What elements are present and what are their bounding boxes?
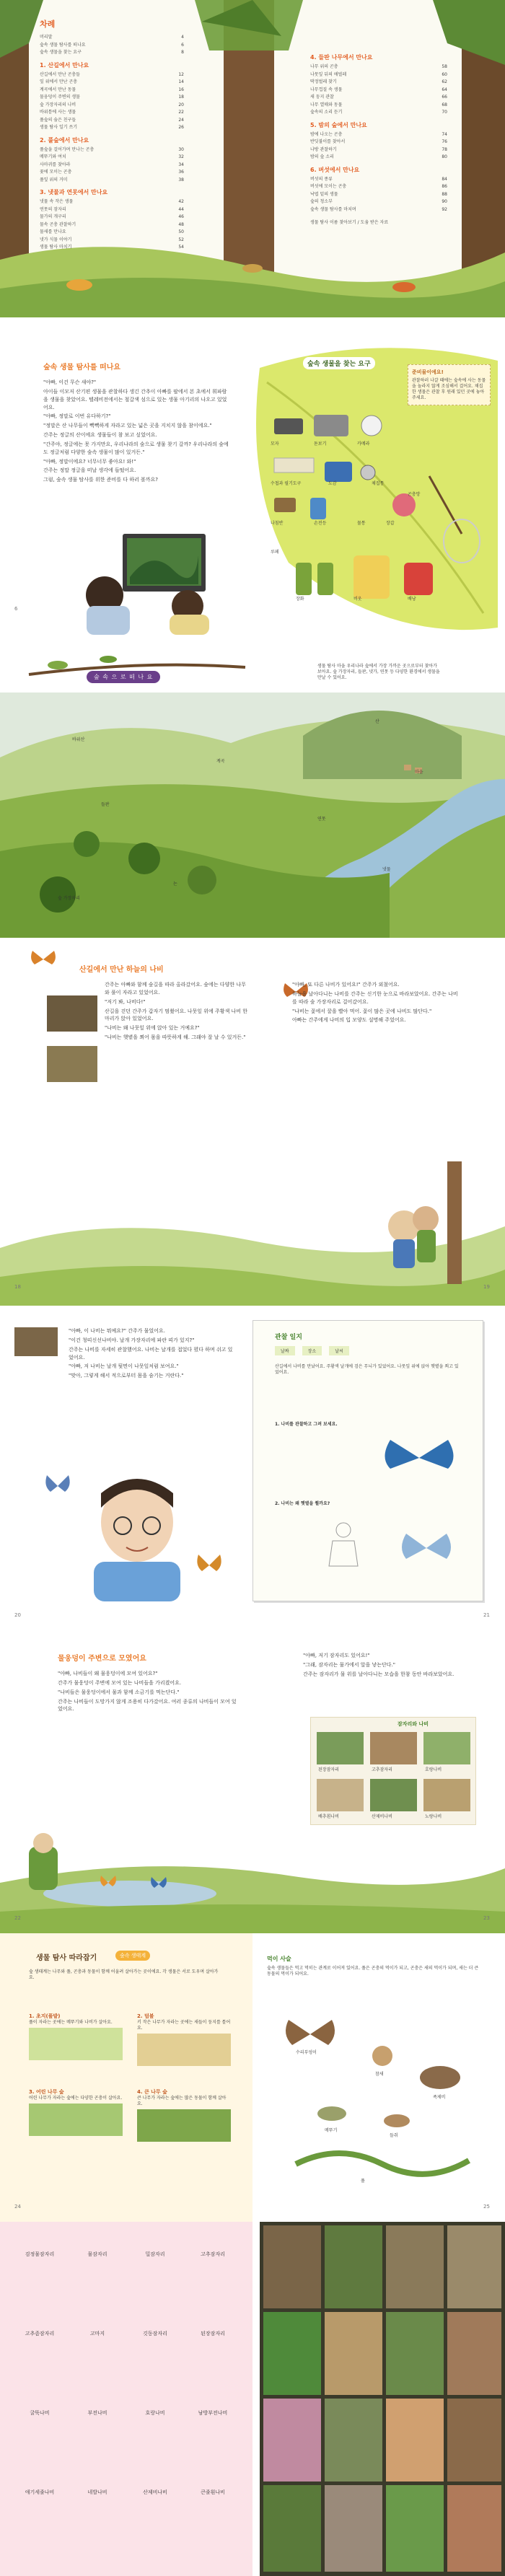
gear-label: 루페 [271, 550, 279, 555]
gear-label: 장화 [296, 597, 304, 602]
forest-path-illustration [0, 1140, 505, 1306]
paragraph: "아빠, 정말로 이번 유다하기?" [43, 413, 111, 420]
paragraph: "맞아, 그렇게 해서 적으로부터 몸을 숨기는 거란다." [69, 1373, 184, 1379]
photo-label: 된장잠자리 [318, 1767, 339, 1772]
landscape-spread [0, 649, 505, 938]
toc-row[interactable]: 나무껍질 속 생물 64 [310, 87, 447, 92]
species-name[interactable]: 호랑나비 [145, 2410, 165, 2416]
species-name[interactable]: 검정물잠자리 [25, 2251, 55, 2257]
map-label: 산 [375, 719, 379, 724]
page-number: 19 [483, 1284, 490, 1290]
paragraph: 간주가 물웅덩이 주변에 모여 있는 나비들을 가리켰어요. [58, 1679, 182, 1686]
toc-row[interactable]: 풀숲의 숨은 친구들 24 [40, 117, 184, 123]
photo-panel [310, 1717, 476, 1825]
checklist-title: 준비물이에요! [412, 369, 444, 375]
photo-label: 노랑나비 [425, 1814, 442, 1819]
toc-row[interactable]: 딱정벌레 찾기 62 [310, 79, 447, 84]
butterfly-sketch [376, 1436, 462, 1480]
step-text: 어린 나무가 자라는 숲에는 다양한 곤충이 살아요. [29, 2096, 123, 2101]
story-title: 물웅덩이 주변으로 모였어요 [58, 1655, 146, 1663]
gear-label: 나침반 [271, 521, 284, 526]
butterfly-icon [29, 949, 58, 970]
page-number: 22 [14, 1915, 21, 1921]
species-photo [447, 2225, 501, 2308]
toc-row[interactable]: 머리말 4 [40, 35, 184, 40]
photo-thumb [423, 1732, 470, 1764]
section-intro: 숲 생태계는 나무와 풀, 곤충과 동물이 함께 어울려 살아가는 곳이에요. 각 생물은 서로 도우며 살아가요. [29, 1969, 219, 1981]
species-name[interactable]: 고추잠자리 [201, 2251, 225, 2257]
toc-row[interactable]: 냇가 식물 이야기 52 [40, 237, 184, 242]
species-index [0, 2222, 505, 2576]
species-photo [263, 2225, 321, 2308]
ecosystem-spread [0, 1933, 505, 2222]
species-photo [386, 2312, 444, 2395]
paragraph: "나비는 햇볕을 쬐어 몸을 따뜻하게 해. 그래야 잘 날 수 있거든." [105, 1034, 246, 1041]
gear-label: 물통 [357, 521, 366, 526]
gear-label: 카메라 [357, 441, 370, 447]
page-expedition-intro [0, 317, 505, 649]
story-text [43, 379, 231, 485]
toc-row[interactable]: 생물 탐사 마치기 54 [40, 245, 184, 250]
page-title: 숲속 생물 탐사를 떠나요 [43, 364, 121, 372]
habitat-step [29, 2088, 123, 2136]
paragraph: 간주는 아빠와 함께 숲길을 따라 올라갔어요. 숲에는 다양한 나무와 풀이 자라고 있었어요. [105, 982, 246, 995]
species-photo [263, 2399, 321, 2482]
food-chain-text: 숲속 생물들은 먹고 먹히는 관계로 이어져 있어요. 풀은 곤충의 먹이가 되고, 곤충은 새의 먹이가 되며, 새는 더 큰 동물의 먹이가 되어요. [267, 1966, 479, 1977]
toc-row[interactable]: 새 둥지 관찰 66 [310, 94, 447, 100]
photo-grid [260, 2222, 505, 2576]
puddle-illustration [0, 1832, 505, 1933]
map-label: 냇물 [382, 867, 391, 872]
step-text: 키 작은 나무가 자라는 곳에는 새들이 둥지를 틀어요. [137, 2020, 231, 2031]
paragraph: "아빠, 이 나비는 뭐예요?" 간주가 물었어요. [69, 1328, 165, 1334]
toc-row[interactable]: 사마귀를 찾아라 34 [40, 162, 184, 167]
species-name[interactable]: 굴뚝나비 [30, 2410, 50, 2416]
boy-portrait-illustration [43, 1457, 231, 1601]
toc-row[interactable]: 숲속 생물 탐사를 떠나요 6 [40, 42, 184, 48]
landscape-illustration [0, 693, 505, 938]
left-story-text [58, 1670, 238, 1715]
photo-thumb [317, 1732, 364, 1764]
toc-row[interactable]: 숲 가장자리의 나비 20 [40, 102, 184, 107]
gear-label: 손전등 [314, 521, 327, 526]
observation-notebook [252, 1320, 483, 1601]
species-name[interactable]: 남방부전나비 [198, 2410, 228, 2416]
observation-spread [0, 1306, 505, 1630]
paragraph: "아빠, 나비들이 왜 물웅덩이에 모여 있어요?" [58, 1671, 158, 1676]
gear-label: 돋보기 [314, 441, 327, 447]
right-story-text [303, 1652, 476, 1680]
species-photo [386, 2485, 444, 2572]
photo-label: 배추흰나비 [318, 1814, 339, 1819]
toc-sec3-list [40, 198, 184, 252]
paragraph: 간주는 정말 정글을 떠날 생각에 들떴어요. [43, 467, 136, 474]
toc-row[interactable]: 메뚜기와 여치 32 [40, 154, 184, 159]
toc-row[interactable]: 바위틈에 사는 생물 22 [40, 110, 184, 115]
habitat-step [29, 2013, 123, 2060]
right-story-text [292, 981, 458, 1026]
toc-row[interactable]: 낙엽 밑의 생물 88 [310, 191, 447, 197]
toc-right-column [310, 49, 447, 227]
photo-label: 호랑나비 [425, 1767, 442, 1772]
notebook-question: 2. 나비는 왜 햇볕을 쬘까요? [275, 1501, 330, 1506]
page-number: 18 [14, 1284, 21, 1290]
section-tag: 숲속 생태계 [115, 1951, 150, 1961]
paragraph: "나비들은 물웅덩이에서 물과 함께 소금기를 먹는단다." [58, 1689, 180, 1695]
habitat-step [137, 2088, 231, 2142]
notebook-text: 산길에서 나비를 만났어요. 주황색 날개에 검은 무늬가 있었어요. 나뭇잎 위에 앉아 햇볕을 쬐고 있었어요. [275, 1364, 459, 1376]
species-name[interactable]: 산제비나비 [143, 2489, 167, 2495]
toc-sec1-list [40, 71, 184, 132]
paragraph: "아빠, 정말이에요? 너무너무 좋아요! 와!" [43, 458, 136, 465]
field-date[interactable]: 날짜 [275, 1346, 295, 1355]
toc-row[interactable]: 숲의 청소부 90 [310, 199, 447, 204]
toc-row[interactable]: 잎 위에서 만난 곤충 14 [40, 79, 184, 84]
paragraph: 간주는 나비들이 도망가지 않게 조용히 다가갔어요. 여러 종류의 나비들이 모여 있었어요. [58, 1698, 237, 1713]
paragraph: "나비는 왜 나뭇잎 위에 앉아 있는 거예요?" [105, 1025, 200, 1032]
paragraph: 아빠는 간주에게 나비의 입 모양도 설명해 주었어요. [292, 1017, 406, 1024]
toc-row[interactable]: 나뭇잎 뒤의 애벌레 60 [310, 71, 447, 77]
step-text: 풀이 자라는 곳에는 메뚜기와 나비가 살아요. [29, 2020, 113, 2025]
toc-row[interactable]: 물가의 개구리 46 [40, 214, 184, 219]
page-number: 21 [483, 1612, 490, 1618]
gear-label: 도감 [328, 481, 337, 486]
paragraph: "그래, 잠자리는 물가에서 알을 낳는단다." [303, 1661, 395, 1668]
photo-thumb [317, 1779, 364, 1811]
page-number: 6 [14, 606, 18, 612]
section-badge: 숲 속 으 로 떠 나 요 [87, 671, 160, 683]
map-label: 연못 [317, 817, 326, 822]
paragraph: "이건 청띠신선나비야. 날개 가장자리에 파란 띠가 있지?" [69, 1337, 195, 1343]
map-label: 논 [173, 882, 177, 887]
gear-label: 비옷 [354, 597, 362, 602]
step-label: 3. 어린 나무 숲 [29, 2089, 64, 2095]
left-page [0, 1933, 252, 2222]
gear-label: 수첩과 필기도구 [271, 481, 302, 486]
map-label: 바위산 [72, 737, 85, 742]
left-story-text [69, 1327, 234, 1381]
page-number: 20 [14, 1612, 21, 1618]
page-number: 23 [483, 1915, 490, 1921]
body-outline-sketch [318, 1519, 369, 1584]
species-name[interactable]: 큰줄흰나비 [201, 2489, 225, 2495]
species-photo [263, 2312, 321, 2395]
step-label: 4. 큰 나무 숲 [137, 2089, 167, 2095]
species-photo [263, 2485, 321, 2572]
toc-row[interactable]: 버섯에 모이는 곤충 86 [310, 184, 447, 189]
photo-label: 고추잠자리 [372, 1767, 392, 1772]
checklist-box [408, 364, 491, 405]
toc-left-column [40, 18, 184, 252]
toc-sec4-list [310, 63, 447, 117]
toc-section-title: 4. 들판 나무에서 만나요 [310, 54, 373, 61]
paragraph: 간주는 나비를 자세히 관찰했어요. 나비는 날개를 접었다 폈다 하며 쉬고 있었어요. [69, 1346, 233, 1360]
paragraph: 산길을 걷던 간주가 갑자기 멈췄어요. 나뭇잎 위에 주황색 나비 한 마리가 앉아 있었어요. [105, 1008, 248, 1022]
gear-label: 배낭 [408, 597, 416, 602]
toc-footer-line[interactable]: 생물 탐사 이름 찾아보기 / 도움 받은 자료 [310, 220, 389, 225]
toc-row[interactable]: 나무 위의 곤충 58 [310, 64, 447, 69]
food-chain-diagram [267, 2005, 483, 2179]
toc-intro-list [40, 34, 184, 57]
gear-label: 장갑 [386, 521, 395, 526]
toc-section-title: 3. 냇물과 연못에서 만나요 [40, 189, 108, 195]
species-photo [447, 2312, 501, 2395]
species-photo [447, 2399, 501, 2482]
left-story-text [105, 981, 249, 1043]
toc-row[interactable]: 숲속 생물을 찾는 요구 8 [40, 50, 184, 55]
map-label: 숲 가장자리 [58, 896, 80, 901]
toc-section-title: 6. 버섯에서 만나요 [310, 166, 360, 173]
paragraph: "아빠, 저 나비는 날개 뒷면이 나뭇잎처럼 보여요." [69, 1363, 179, 1370]
butterfly-photo [14, 1327, 58, 1356]
map-label: 들판 [101, 802, 110, 807]
toc-row[interactable]: 밤의 숲 소리 80 [310, 154, 447, 159]
species-name[interactable]: 고마지 [89, 2331, 105, 2337]
photo-thumb [370, 1779, 417, 1811]
species-photo [386, 2225, 444, 2308]
toc-row[interactable]: 물웅덩이 주변의 생물 18 [40, 94, 184, 100]
toc-row[interactable]: 생물 탐사 일기 쓰기 26 [40, 125, 184, 130]
paragraph: "아빠, 또 다른 나비가 있어요!" 간주가 외쳤어요. [292, 982, 400, 988]
name-grid [0, 2222, 252, 2576]
toc-section-title: 2. 풀숲에서 만나요 [40, 136, 89, 144]
gear-label: 곤충망 [408, 492, 421, 497]
photo-label: 산제비나비 [372, 1814, 392, 1819]
notebook-question: 1. 나비를 관찰하고 그려 보세요. [275, 1422, 338, 1427]
toc-row[interactable]: 숲속 생물 탐사를 마치며 92 [310, 206, 447, 212]
species-name[interactable]: 고추좀잠자리 [25, 2331, 55, 2337]
food-chain-label: 메뚜기 [325, 2128, 338, 2133]
species-photo [325, 2399, 382, 2482]
species-name[interactable]: 된장잠자리 [201, 2331, 225, 2337]
toc-title: 차례 [40, 19, 56, 29]
species-name[interactable]: 부전나비 [87, 2410, 107, 2416]
species-photo [447, 2485, 501, 2572]
step-image [137, 2034, 231, 2066]
toc-row[interactable]: 꽃에 모이는 곤충 36 [40, 170, 184, 175]
toc-row[interactable]: 연못의 잠자리 44 [40, 206, 184, 212]
paragraph: 간주는 정글의 산이에요 생물들이 참 보고 싶었어요. [43, 432, 157, 439]
step-label: 2. 덤불 [137, 2013, 154, 2019]
gear-label: 모자 [271, 441, 279, 447]
toc-row[interactable]: 버섯의 종류 84 [310, 176, 447, 182]
toc-row[interactable]: 산길에서 만난 곤충들 12 [40, 71, 184, 77]
species-name[interactable]: 애기세줄나비 [25, 2489, 55, 2495]
notebook-title: 관찰 일지 [275, 1334, 302, 1341]
step-label: 1. 초지(풀밭) [29, 2013, 61, 2019]
species-name[interactable]: 네발나비 [87, 2489, 107, 2495]
field-place[interactable]: 장소 [302, 1346, 322, 1355]
paragraph: 아이들 이모저 산기편 생물을 관찰하다 생긴 간추이 아빠를 팔에서 본 초에서 휘파람을 생물을 찾았어요. 텔레비전에서는 철갈색 섬으로 있는 생물 아기리의 나오고 있었어요. [43, 388, 227, 410]
notebook-fields [275, 1346, 349, 1355]
section-title: 생물 탐사 따라잡기 [36, 1954, 97, 1962]
landscape-caption: 생물 탐사 마을 우리나라 숲에서 가장 가까운 곳으로부터 찾아가 보아요. 숲 가장자리, 들판, 냇가, 연못 등 다양한 환경에서 생물을 만날 수 있어요. [317, 664, 440, 681]
photo-panel-title: 잠자리와 나비 [398, 1721, 429, 1727]
toc-section-title: 5. 밤의 숲에서 만나요 [310, 121, 367, 128]
paragraph: 그럼, 숲속 생물 탐사를 위한 준비를 다 하러 볼까요? [43, 477, 158, 483]
toc-row[interactable]: 물속 곤충 관찰하기 48 [40, 221, 184, 227]
toc-row[interactable]: 풀숲을 걸어가며 만나는 곤충 30 [40, 146, 184, 152]
species-photo [325, 2225, 382, 2308]
step-image [29, 2028, 123, 2060]
butterfly-photo [47, 1046, 97, 1082]
butterfly-sketch [398, 1530, 455, 1566]
paragraph: 하늘을 날아다니는 나비를 간주는 신기한 눈으로 바라보았어요. 간주는 나비를 따라 숲 가장자리로 걸어갔어요. [292, 990, 458, 1005]
species-name[interactable]: 깃동잠자리 [143, 2331, 167, 2337]
toc-row[interactable]: 물새를 만나요 50 [40, 229, 184, 234]
toc-row[interactable]: 나무 열매와 동물 68 [310, 102, 447, 107]
gear-label: 채집통 [372, 481, 385, 486]
map-label: 마을 [415, 770, 423, 775]
toc-row[interactable]: 냇물 속 작은 생물 42 [40, 199, 184, 204]
paragraph: "간주야, 정글에는 못 가지만요, 우리나라의 숲으로 생물 찾기 갈까? 우리나라의 숲에도 정글처럼 다양한 숲속 생물이 많이 있거든." [43, 441, 229, 455]
tv-watching-illustration [79, 534, 209, 635]
food-chain-label: 수리부엉이 [296, 2050, 317, 2055]
toc-row[interactable]: 나방 관찰하기 78 [310, 146, 447, 152]
butterfly-story-spread [0, 938, 505, 1306]
right-page [252, 1933, 505, 2222]
paragraph: "아빠, 저기 잠자리도 있어요!" [303, 1653, 370, 1658]
paragraph: "나비는 꽃에서 꿀을 빨아 먹어. 꽃이 많은 곳에 나비도 많단다." [292, 1008, 432, 1014]
food-chain-label: 풀 [361, 2179, 365, 2184]
food-chain-label: 족제비 [433, 2095, 446, 2100]
species-name[interactable]: 물잠자리 [87, 2251, 107, 2257]
paragraph: "정말은 산 나무들이 빽빽하게 자라고 있는 넓은 곳을 지치지 않을 참이에요." [43, 423, 212, 429]
toc-row[interactable]: 숲속의 소리 듣기 70 [310, 110, 447, 115]
leaf-title: 숲속 생물을 찾는 요구 [303, 357, 375, 369]
map-label: 계곡 [216, 759, 225, 764]
checklist-text: 관찰하러 나갈 때에는 숲속에 사는 동물을 놀라지 않게 조심해서 걸어요. 채집한 생물은 관찰 후 원래 있던 곳에 놓아 주세요. [412, 378, 486, 401]
toc-sec6-list [310, 176, 447, 214]
food-chain-label: 들쥐 [390, 2133, 398, 2138]
species-name[interactable]: 밀잠자리 [145, 2251, 165, 2257]
toc-row[interactable]: 밤에 나오는 곤충 74 [310, 131, 447, 137]
butterfly-photo [47, 995, 97, 1032]
toc-sec5-list [310, 131, 447, 162]
toc-row[interactable]: 반딧불이를 찾아서 76 [310, 139, 447, 144]
step-image [29, 2104, 123, 2136]
toc-section-title: 1. 산길에서 만나요 [40, 61, 89, 69]
paragraph: 간주는 잠자리가 물 위를 날아다니는 모습을 한참 동안 바라보았어요. [303, 1671, 454, 1677]
paragraph: "아빠, 이건 무슨 새야?" [43, 379, 97, 385]
species-photo [325, 2312, 382, 2395]
toc-page [0, 0, 505, 317]
species-photo [386, 2399, 444, 2482]
food-chain-title: 먹이 사슬 [267, 1956, 291, 1962]
puddle-spread [0, 1630, 505, 1933]
species-photo [325, 2485, 382, 2572]
toc-sec2-list [40, 146, 184, 185]
page-number: 25 [483, 2204, 490, 2210]
food-chain-label: 참새 [375, 2072, 384, 2077]
page-number: 24 [14, 2204, 21, 2210]
photo-thumb [423, 1779, 470, 1811]
step-image [137, 2109, 231, 2142]
toc-row[interactable]: 계곡에서 만난 동물 16 [40, 87, 184, 92]
photo-thumb [370, 1732, 417, 1764]
field-weather[interactable]: 날씨 [329, 1346, 349, 1355]
paragraph: "저기 봐, 나비다!" [105, 998, 146, 1005]
toc-row[interactable]: 풀잎 위의 거미 38 [40, 177, 184, 183]
story-title: 산길에서 만난 하늘의 나비 [79, 966, 164, 974]
step-text: 큰 나무가 자라는 숲에는 많은 동물이 함께 살아요. [137, 2096, 227, 2107]
habitat-step [137, 2013, 231, 2066]
